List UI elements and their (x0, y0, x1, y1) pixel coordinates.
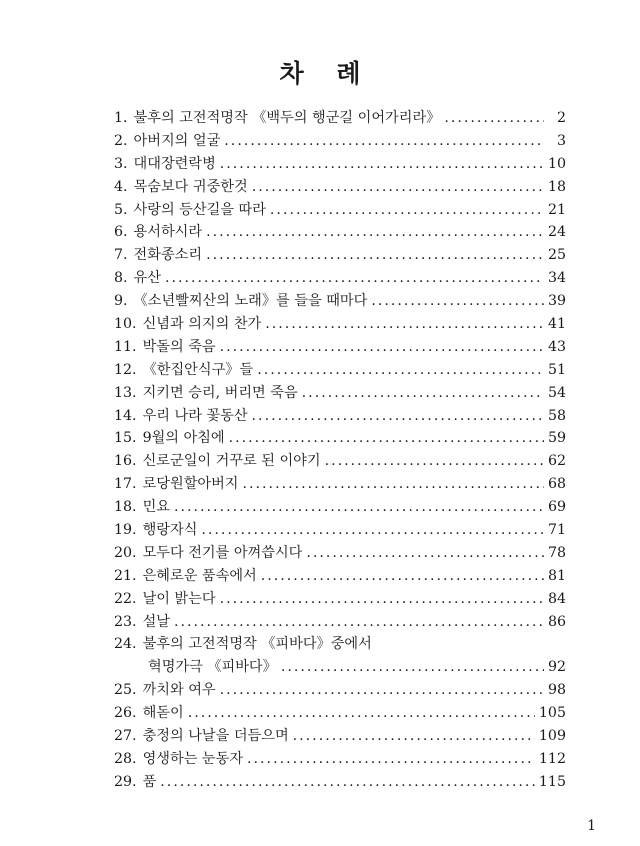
toc-entry-page: 92 (547, 659, 566, 676)
toc-entry-page: 51 (547, 361, 566, 378)
toc-entry (114, 382, 566, 405)
toc-entry-title: 목숨보다 귀중한것 (133, 178, 248, 195)
toc-entry (114, 633, 566, 656)
toc-entry-number: 11. (114, 338, 137, 355)
dot-leader (252, 176, 544, 199)
toc-entry-title: 품 (142, 773, 157, 790)
toc-entry (114, 588, 566, 611)
toc-entry-title: 은혜로운 품속에서 (142, 567, 257, 584)
toc-entry-number: 12. (114, 361, 137, 378)
toc-entry-page: 2 (556, 110, 566, 126)
dot-leader (160, 771, 535, 794)
dot-leader (206, 244, 544, 267)
toc-entry-title: 날이 밝는다 (142, 590, 216, 607)
dot-leader (270, 199, 544, 222)
dot-leader (206, 221, 544, 244)
toc-entry-title: 용서하시라 (133, 224, 203, 241)
toc-entry-number: 23. (114, 613, 137, 630)
toc-entry-title: 사랑의 등산길을 따라 (133, 201, 266, 218)
toc-entry-title: 로당원할아버지 (142, 476, 239, 493)
toc-entry-title: 해돋이 (142, 705, 184, 722)
toc-entry-title: 신념과 의지의 찬가 (142, 316, 262, 333)
page-number: 1 (587, 818, 596, 834)
toc-entry-page: 58 (547, 407, 566, 424)
toc-entry-title: 박돌의 죽음 (142, 338, 216, 355)
toc-entry-number: 18. (114, 499, 137, 516)
toc-entry-title: 불후의 고전적명작 《피바다》중에서 (142, 636, 372, 653)
toc-entry-number: 29. (114, 773, 137, 790)
toc-entry-title: 모두다 전기를 아껴씁시다 (142, 544, 303, 561)
toc-entry-number: 13. (114, 384, 137, 401)
toc-entry (114, 130, 566, 153)
toc-entry-title: 까치와 여우 (142, 682, 216, 699)
dot-leader (261, 565, 544, 588)
toc-entry-page: 41 (547, 316, 566, 333)
toc-entry-title: 지키면 승리, 버리면 죽음 (142, 384, 298, 401)
toc-entry (114, 725, 566, 748)
toc-entry (114, 313, 566, 336)
toc-entry-page: 3 (556, 132, 566, 149)
toc-entry-number: 2. (114, 132, 128, 149)
toc-entry-title: 행랑자식 (142, 522, 198, 539)
dot-leader (371, 290, 544, 313)
page-title: 차 례 (279, 59, 373, 88)
toc-entry-page: 69 (547, 499, 566, 516)
toc-entry-number: 10. (114, 316, 137, 333)
toc-entry-number: 20. (114, 544, 137, 561)
toc-entry (114, 267, 566, 290)
toc-entry-number: 26. (114, 705, 137, 722)
dot-leader (220, 588, 544, 611)
dot-leader (293, 725, 535, 748)
toc-entry-title: 설날 (142, 613, 170, 630)
toc-entry-number: 1. (114, 110, 128, 126)
toc-entry-title: 민요 (142, 499, 170, 516)
toc-entry (114, 771, 566, 794)
toc-entry-title: 신로군일이 거꾸로 된 이야기 (142, 453, 321, 470)
toc-entry-page: 10 (547, 155, 566, 172)
toc-entry-page: 68 (547, 476, 566, 493)
toc-entry-page: 43 (547, 338, 566, 355)
toc-entry-number: 14. (114, 407, 137, 424)
toc-entry (114, 519, 566, 542)
toc-entry (114, 153, 566, 176)
toc-entry (114, 656, 566, 679)
toc-entry-number: 4. (114, 178, 128, 195)
dot-leader (174, 611, 544, 634)
dot-leader (224, 130, 544, 153)
toc-entry (114, 496, 566, 519)
dot-leader (220, 679, 544, 702)
toc-entry-number: 25. (114, 682, 137, 699)
toc-entry-number: 8. (114, 270, 128, 287)
toc-entry (114, 611, 566, 634)
dot-leader (325, 450, 544, 473)
toc-entry-page: 84 (547, 590, 566, 607)
dot-leader (444, 107, 544, 130)
toc-entry-page: 71 (547, 522, 566, 539)
toc-entry-page: 54 (547, 384, 566, 401)
toc-entry-page: 81 (547, 567, 566, 584)
toc-entry-page: 21 (547, 201, 566, 218)
toc-entry-page: 34 (547, 270, 566, 287)
toc-entry-title: 아버지의 얼굴 (133, 132, 221, 149)
toc-entry (114, 336, 566, 359)
toc-entry-page: 59 (547, 430, 566, 447)
toc-entry-number: 19. (114, 522, 137, 539)
dot-leader (220, 336, 544, 359)
toc-entry (114, 748, 566, 771)
dot-leader (252, 405, 544, 428)
toc-entry-number: 15. (114, 430, 137, 447)
toc-entry (114, 290, 566, 313)
toc-entry-number: 6. (114, 224, 128, 241)
dot-leader (243, 473, 544, 496)
dot-leader (247, 748, 535, 771)
table-of-contents (114, 107, 566, 794)
toc-entry-title: 영생하는 눈동자 (142, 750, 244, 767)
toc-entry-page: 18 (547, 178, 566, 195)
toc-entry-number: 24. (114, 636, 137, 653)
toc-entry-page: 39 (547, 293, 566, 310)
dot-leader (201, 519, 544, 542)
toc-entry-number: 27. (114, 728, 137, 745)
dot-leader (220, 153, 544, 176)
toc-entry-page: 115 (538, 773, 566, 790)
toc-entry-title: 혁명가극 《피바다》 (148, 659, 277, 676)
toc-entry-title: 충정의 나날을 더듬으며 (142, 728, 289, 745)
toc-entry-title: 9월의 아침에 (142, 430, 225, 447)
dot-leader (306, 542, 544, 565)
toc-entry-page: 109 (538, 728, 566, 745)
toc-entry-page: 62 (547, 453, 566, 470)
toc-entry-title: 전화종소리 (133, 247, 203, 264)
toc-entry (114, 702, 566, 725)
toc-entry-number: 28. (114, 750, 137, 767)
dot-leader (174, 496, 544, 519)
toc-entry (114, 405, 566, 428)
toc-entry-page: 25 (547, 247, 566, 264)
toc-entry (114, 542, 566, 565)
toc-entry-number: 7. (114, 247, 128, 264)
dot-leader (229, 427, 544, 450)
toc-entry-page: 98 (547, 682, 566, 699)
dot-leader (257, 359, 544, 382)
toc-entry (114, 244, 566, 267)
toc-entry-page: 112 (538, 750, 566, 767)
toc-entry (114, 176, 566, 199)
toc-entry (114, 427, 566, 450)
toc-entry-number: 17. (114, 476, 137, 493)
toc-entry-page: 86 (547, 613, 566, 630)
toc-entry (114, 199, 566, 222)
toc-entry-title: 《소년빨찌산의 노래》를 들을 때마다 (133, 293, 368, 310)
toc-entry-number: 21. (114, 567, 137, 584)
toc-entry (114, 450, 566, 473)
toc-entry-number: 5. (114, 201, 128, 218)
toc-entry-title: 불후의 고전적명작 《백두의 행군길 이어가리라》 (133, 110, 441, 126)
toc-entry-number: 9. (114, 293, 128, 310)
toc-entry-page: 105 (538, 705, 566, 722)
dot-leader (165, 267, 544, 290)
toc-entry (114, 359, 566, 382)
dot-leader (281, 656, 544, 679)
toc-entry-number: 16. (114, 453, 137, 470)
toc-entry-title: 대대장련락병 (133, 155, 216, 172)
toc-entry (114, 221, 566, 244)
toc-entry (114, 473, 566, 496)
toc-entry-title: 우리 나라 꽃동산 (142, 407, 248, 424)
toc-entry (114, 679, 566, 702)
toc-entry-page: 24 (547, 224, 566, 241)
toc-entry (114, 565, 566, 588)
dot-leader (302, 382, 544, 405)
dot-leader (265, 313, 544, 336)
dot-leader (188, 702, 535, 725)
toc-entry-title: 유산 (133, 270, 161, 287)
toc-entry-number: 3. (114, 155, 128, 172)
toc-entry-number: 22. (114, 590, 137, 607)
toc-entry-title: 《한집안식구》들 (142, 361, 254, 378)
toc-entry-page: 78 (547, 544, 566, 561)
toc-entry (114, 107, 566, 130)
